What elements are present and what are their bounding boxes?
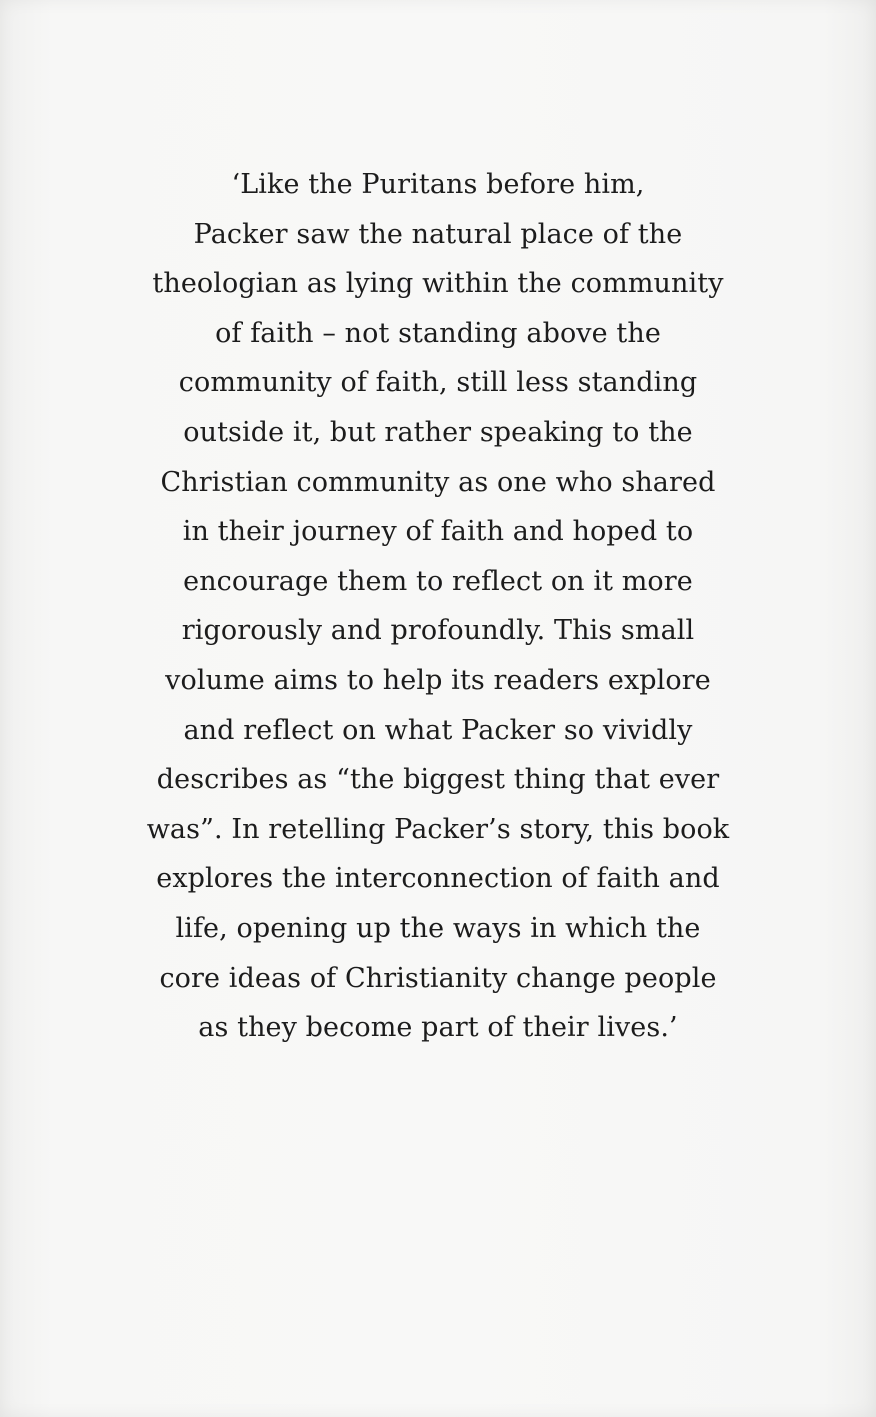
quote-line: core ideas of Christianity change people	[159, 962, 717, 994]
quote-line: Packer saw the natural place of the	[193, 218, 683, 250]
quote-line: outside it, but rather speaking to the	[183, 416, 693, 448]
quote-line: life, opening up the ways in which the	[175, 912, 701, 944]
quote-line: rigorously and profoundly. This small	[181, 615, 695, 647]
quote-line: theologian as lying within the community	[152, 268, 724, 300]
quote-line: Christian community as one who shared	[160, 466, 716, 498]
quote-line: volume aims to help its readers explore	[165, 664, 711, 696]
quote-line: was”. In retelling Packer’s story, this book	[146, 813, 730, 845]
quote-line: ‘Like the Puritans before him,	[231, 169, 645, 200]
quote-line: explores the interconnection of faith and	[156, 863, 720, 895]
quote-line: in their journey of faith and hoped to	[182, 516, 694, 548]
quote-line: and reflect on what Packer so vividly	[183, 714, 693, 746]
quote-line: describes as “the biggest thing that ever	[156, 764, 720, 796]
quote-block	[88, 160, 788, 1053]
quote-line: as they become part of their lives.’	[198, 1012, 678, 1044]
quote-line: encourage them to reflect on it more	[183, 565, 693, 597]
quote-line: community of faith, still less standing	[178, 367, 698, 399]
quote-line: of faith – not standing above the	[215, 317, 661, 349]
